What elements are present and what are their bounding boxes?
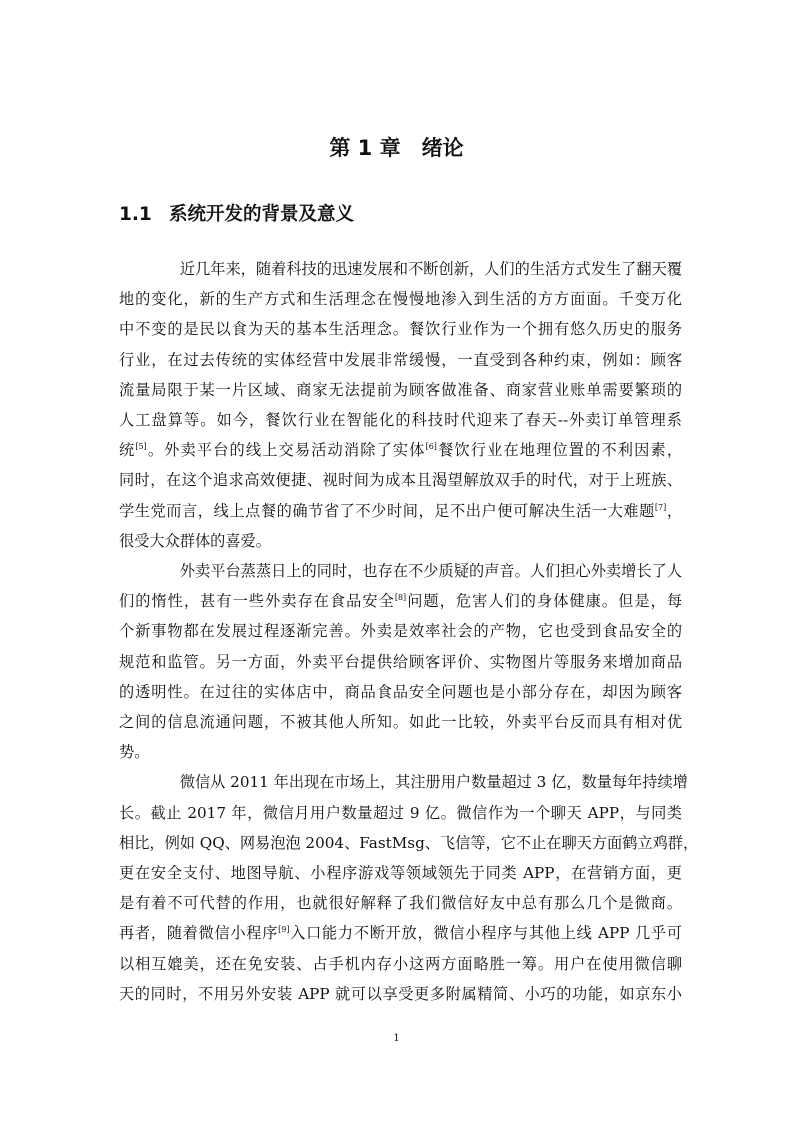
text-line <box>119 586 682 616</box>
text-segment: 入口能力不断开放，微信小程序与其他上线 APP 几乎可 <box>289 924 682 943</box>
text-line: 人工盘算等。如今，餐饮行业在智能化的科技时代迎来了春天--外卖订单管理系 <box>119 411 682 430</box>
text-line: 长。截止 2017 年，微信月用户数量超过 9 亿。微信作为一个聊天 APP，与同类 <box>119 803 682 822</box>
paragraph-1 <box>119 254 682 556</box>
text-line: 很受大众群体的喜爱。 <box>119 531 271 550</box>
citation-ref: [6] <box>425 442 437 452</box>
text-line <box>119 918 682 948</box>
text-segment: 们的惰性，甚有一些外卖存在食品安全 <box>119 592 395 611</box>
text-line: 中不变的是民以食为天的基本生活理念。餐饮行业作为一个拥有悠久历史的服务 <box>119 320 682 339</box>
text-segment: 统 <box>119 441 136 460</box>
text-line: 个新事物都在发展过程逐渐完善。外卖是效率社会的产物，它也受到食品安全的 <box>119 622 682 641</box>
text-line: 外卖平台蒸蒸日上的同时，也存在不少质疑的声音。人们担心外卖增长了人 <box>179 562 682 581</box>
text-line: 势。 <box>119 743 150 762</box>
text-line: 以相互媲美，还在免安装、占手机内存小这两方面略胜一筹。用户在使用微信聊 <box>119 954 682 973</box>
text-line: 流量局限于某一片区域、商家无法提前为顾客做准备、商家营业账单需要繁琐的 <box>119 380 682 399</box>
citation-ref: [9] <box>278 925 290 935</box>
text-segment: 问题，危害人们的身体健康。但是，每 <box>406 592 683 611</box>
page-number: 1 <box>393 1033 400 1044</box>
text-line: 的透明性。在过往的实体店中，商品食品安全问题也是小部分存在，却因为顾客 <box>119 682 682 701</box>
citation-ref: [5] <box>135 442 147 452</box>
citation-ref: [7] <box>654 502 667 512</box>
section-title <box>119 200 354 226</box>
text-line <box>119 435 682 465</box>
text-line: 行业，在过去传统的实体经营中发展非常缓慢，一直受到各种约束，例如：顾客 <box>119 350 682 369</box>
text-line: 更在安全支付、地图导航、小程序游戏等领域领先于同类 APP，在营销方面，更 <box>119 864 682 883</box>
text-segment: 学生党而言，线上点餐的确节省了不少时间，足不出户便可解决生活一大难题 <box>119 501 655 520</box>
text-segment: 。外卖平台的线上交易活动消除了实体 <box>146 441 426 460</box>
text-line: 相比，例如 QQ、网易泡泡 2004、FastMsg、飞信等，它不止在聊天方面鹤立鸡群， <box>119 833 699 852</box>
text-line: 之间的信息流通问题，不被其他人所知。如此一比较，外卖平台反而具有相对优 <box>119 713 682 732</box>
text-line: 天的同时，不用另外安装 APP 就可以享受更多附属精简、小巧的功能，如京东小 <box>119 984 682 1003</box>
text-line: 同时，在这个追求高效便捷、视时间为成本且渴望解放双手的时代，对于上班族、 <box>119 471 682 490</box>
citation-ref: [8] <box>394 593 407 603</box>
text-line: 规范和监管。另一方面，外卖平台提供给顾客评价、实物图片等服务来增加商品 <box>119 652 682 671</box>
section-title-text: 系统开发的背景及意义 <box>169 204 355 225</box>
text-line: 是有着不可代替的作用，也就很好解释了我们微信好友中总有那么几个是微商。 <box>119 894 682 913</box>
text-segment: 餐饮行业在地理位置的不利因素， <box>436 441 683 460</box>
body-text <box>119 254 699 1009</box>
text-line: 地的变化，新的生产方式和生活理念在慢慢地渗入到生活的方方面面。千变万化 <box>119 290 682 309</box>
text-line: 微信从 2011 年出现在市场上，其注册用户数量超过 3 亿，数量每年持续增 <box>179 773 688 792</box>
chapter-title: 第 1 章 绪论 <box>329 136 464 160</box>
text-line: 近几年来，随着科技的迅速发展和不断创新，人们的生活方式发生了翻天覆 <box>179 260 682 278</box>
text-segment: 再者，随着微信小程序 <box>119 924 279 943</box>
text-segment: ， <box>666 501 683 520</box>
section-number: 1.1 <box>119 204 152 225</box>
text-line <box>119 496 682 526</box>
paragraph-2 <box>119 556 682 767</box>
paragraph-3 <box>119 767 699 1009</box>
